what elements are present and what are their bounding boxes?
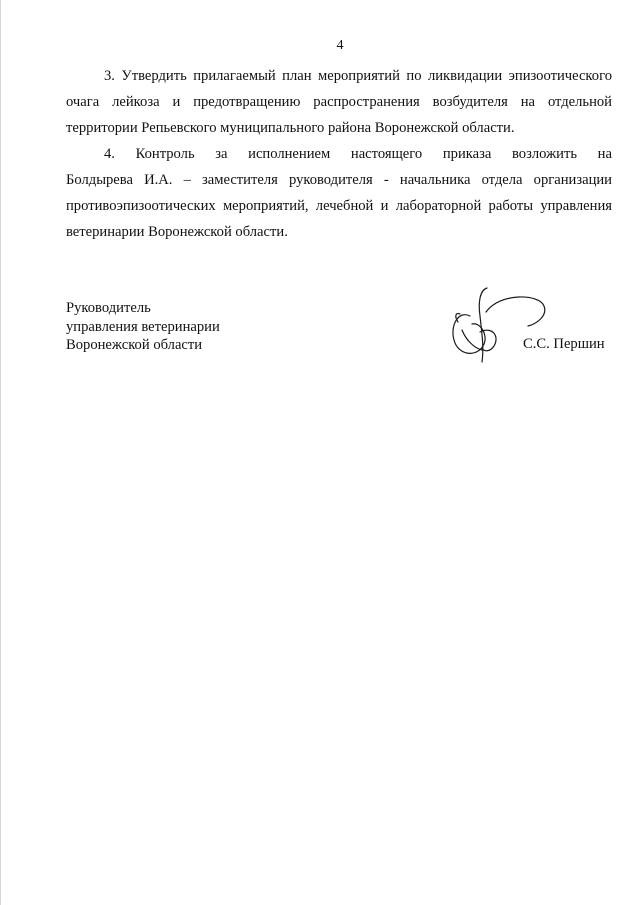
word: Контроль bbox=[135, 146, 195, 162]
paragraph-4 bbox=[66, 141, 612, 245]
paragraph-4-rest: Болдырева И.А. – заместителя руководителя - начальника отдела организации противоэпизоотических мероприятий, лечебной и лабораторной работы управления ветеринарии Воронежской области. bbox=[66, 172, 612, 240]
signatory-name: С.С. Першин bbox=[523, 336, 605, 352]
word: за bbox=[215, 146, 228, 162]
handwritten-signature bbox=[440, 282, 560, 367]
word: на bbox=[597, 146, 612, 162]
paragraph-4-first-line bbox=[66, 141, 612, 167]
signatory-title-line: Руководитель bbox=[66, 300, 151, 316]
signatory-title bbox=[66, 299, 220, 355]
word: исполнением bbox=[248, 146, 331, 162]
word: приказа bbox=[442, 146, 492, 162]
signatory-title-line: управления ветеринарии bbox=[66, 318, 220, 335]
scan-edge bbox=[0, 0, 1, 905]
word: настоящего bbox=[350, 146, 423, 162]
paragraph-3: 3. Утвердить прилагаемый план мероприятий по ликвидации эпизоотического очага лейкоза и предотвращению распространения возбудителя на отдельной территории Репьевского муниципального района Воронежской области. bbox=[66, 68, 612, 136]
signatory-title-line: Воронежской области bbox=[66, 337, 203, 353]
word: возложить bbox=[512, 146, 578, 162]
page-number: 4 bbox=[336, 38, 344, 53]
word: 4. bbox=[104, 146, 115, 162]
